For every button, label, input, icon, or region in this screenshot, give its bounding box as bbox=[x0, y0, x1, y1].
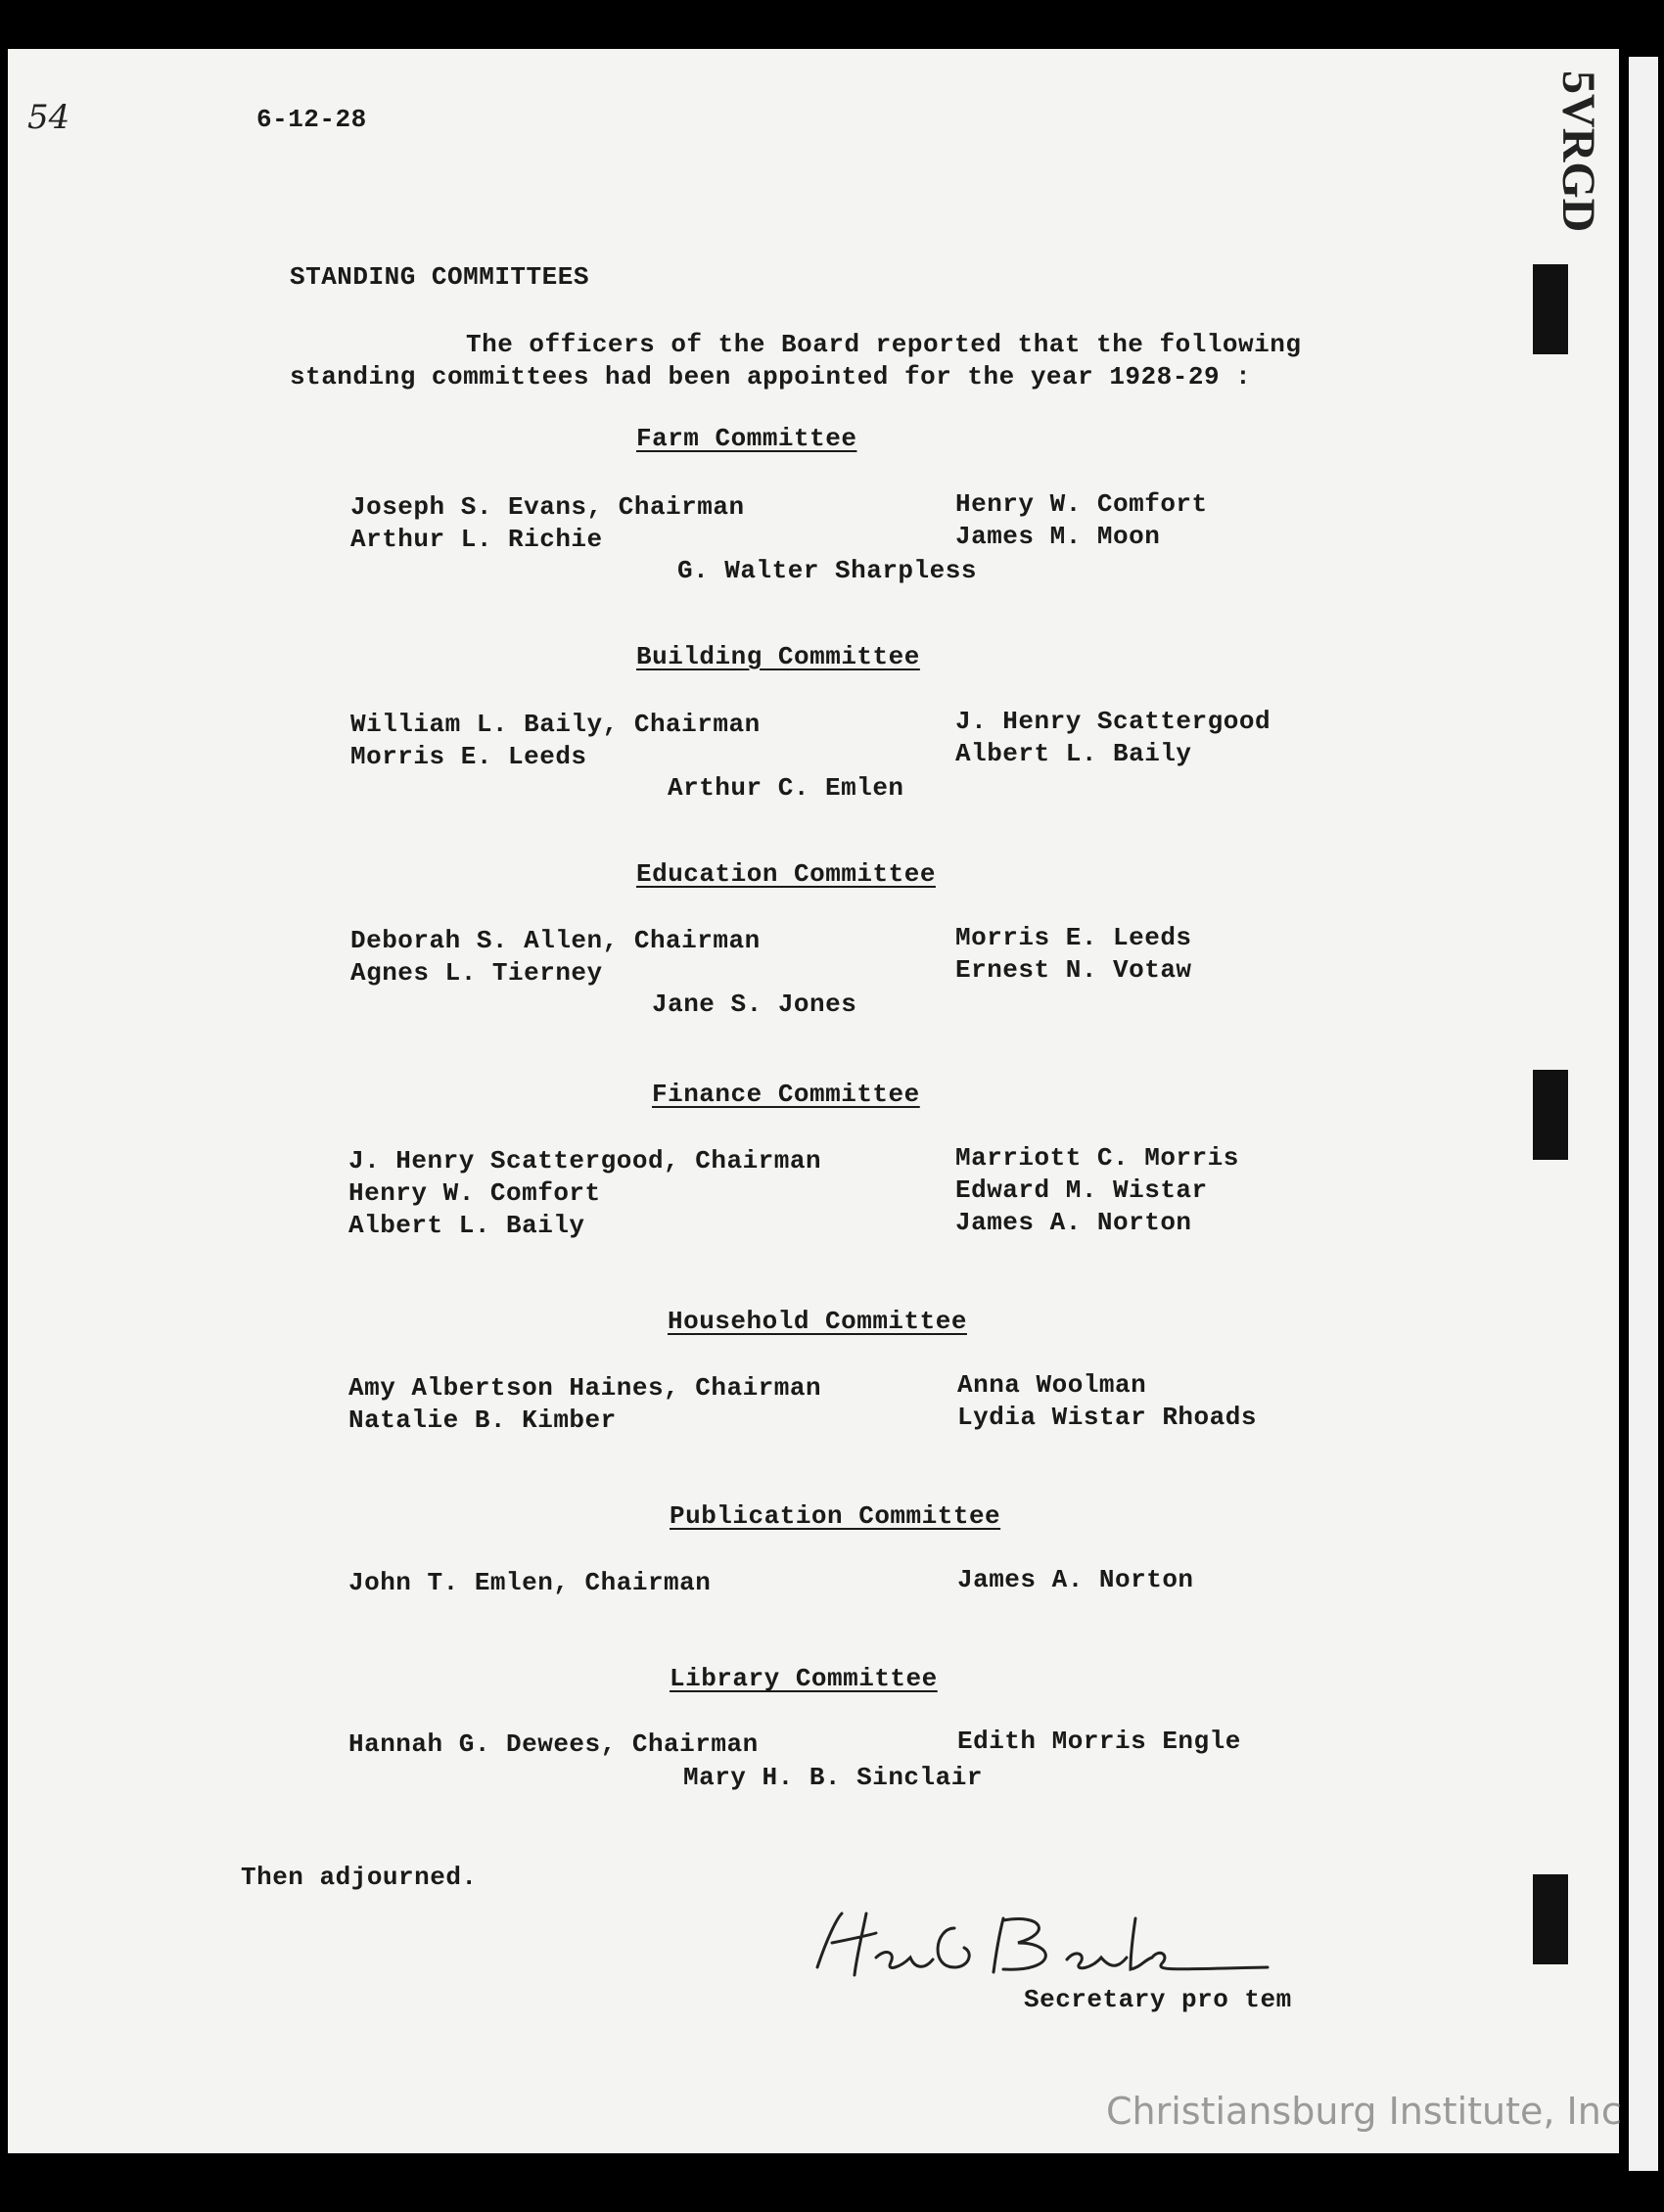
member-name: Natalie B. Kimber bbox=[348, 1406, 617, 1435]
side-stamp: 5VRGD bbox=[1552, 70, 1604, 233]
member-name: J. Henry Scattergood bbox=[955, 707, 1271, 736]
member-name: Arthur L. Richie bbox=[350, 525, 603, 554]
committee-title: Library Committee bbox=[670, 1664, 938, 1693]
member-name: James A. Norton bbox=[955, 1208, 1192, 1237]
member-name: John T. Emlen, Chairman bbox=[348, 1568, 712, 1597]
member-name: Edith Morris Engle bbox=[957, 1727, 1241, 1756]
member-name: Morris E. Leeds bbox=[955, 923, 1192, 952]
member-name: Marriott C. Morris bbox=[955, 1143, 1239, 1173]
registration-mark bbox=[1533, 1874, 1568, 1964]
intro-text: standing committees had been appointed for the year 1928-29 : bbox=[290, 362, 1252, 392]
member-name: Albert L. Baily bbox=[348, 1211, 585, 1240]
registration-mark bbox=[1533, 1070, 1568, 1160]
member-name: James M. Moon bbox=[955, 522, 1161, 551]
committee-title: Household Committee bbox=[668, 1307, 967, 1336]
registration-mark bbox=[1533, 264, 1568, 354]
member-name: J. Henry Scattergood, Chairman bbox=[348, 1146, 822, 1175]
member-name: William L. Baily, Chairman bbox=[350, 710, 761, 739]
watermark: Christiansburg Institute, Inc bbox=[1106, 2090, 1622, 2133]
member-name: Deborah S. Allen, Chairman bbox=[350, 926, 761, 955]
member-name: James A. Norton bbox=[957, 1565, 1194, 1594]
committee-title: Building Committee bbox=[636, 642, 920, 671]
page-number-note: 54 bbox=[27, 98, 70, 137]
section-heading: STANDING COMMITTEES bbox=[290, 262, 589, 292]
document-date: 6-12-28 bbox=[256, 105, 367, 134]
member-name: Joseph S. Evans, Chairman bbox=[350, 492, 745, 522]
member-name: Albert L. Baily bbox=[955, 739, 1192, 768]
member-name: Anna Woolman bbox=[957, 1370, 1147, 1400]
page-edge-strip bbox=[1629, 57, 1658, 2171]
member-name: Agnes L. Tierney bbox=[350, 958, 603, 988]
member-name: Morris E. Leeds bbox=[350, 742, 587, 771]
member-name: Edward M. Wistar bbox=[955, 1175, 1208, 1205]
intro-text: The officers of the Board reported that the following bbox=[466, 330, 1302, 359]
member-name: Lydia Wistar Rhoads bbox=[957, 1403, 1257, 1432]
member-name: Henry W. Comfort bbox=[955, 489, 1208, 519]
committee-title: Farm Committee bbox=[636, 424, 857, 453]
member-name: Amy Albertson Haines, Chairman bbox=[348, 1373, 822, 1403]
member-name: Hannah G. Dewees, Chairman bbox=[348, 1729, 759, 1759]
closing-text: Then adjourned. bbox=[241, 1863, 478, 1892]
member-name: Mary H. B. Sinclair bbox=[683, 1763, 983, 1792]
member-name: Arthur C. Emlen bbox=[668, 773, 904, 803]
committee-title: Publication Committee bbox=[670, 1501, 1001, 1531]
member-name: Ernest N. Votaw bbox=[955, 955, 1192, 985]
member-name: Henry W. Comfort bbox=[348, 1178, 601, 1208]
signature-title: Secretary pro tem bbox=[1024, 1985, 1292, 2014]
committee-title: Education Committee bbox=[636, 859, 936, 889]
member-name: Jane S. Jones bbox=[652, 990, 857, 1019]
committee-title: Finance Committee bbox=[652, 1080, 920, 1109]
member-name: G. Walter Sharpless bbox=[677, 556, 977, 585]
handwritten-signature bbox=[808, 1899, 1287, 1997]
